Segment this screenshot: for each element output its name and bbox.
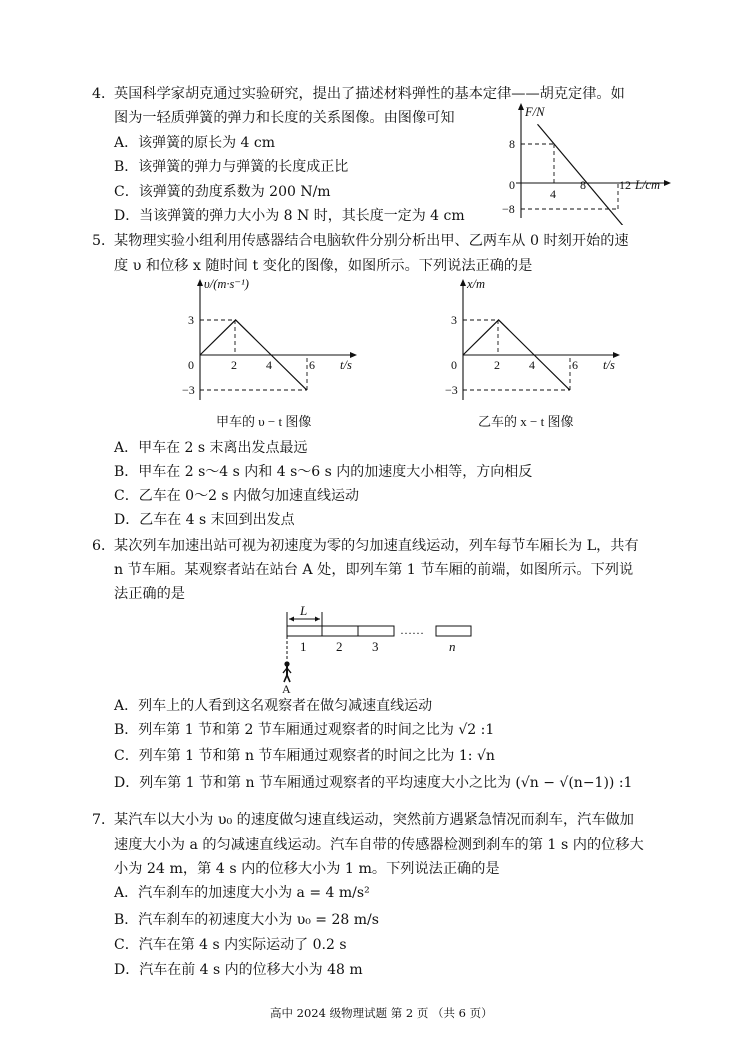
q6-number: 6． (92, 538, 116, 554)
q7-stem-line3: 小为 24 m，第 4 s 内的位移大小为 1 m。下列说法正确的是 (114, 861, 500, 877)
vt-ytick-3: 3 (188, 313, 194, 327)
vt-xtick-2: 2 (231, 358, 237, 372)
length-label: L (300, 603, 308, 618)
xt-xtick-6: 6 (572, 358, 578, 372)
q4-option-a: A．该弹簧的原长为 4 cm (114, 135, 276, 151)
q5-option-b: B．甲车在 2 s～4 s 内和 4 s～6 s 内的加速度大小相等，方向相反 (114, 464, 533, 480)
q5-stem-line2: 度 υ 和位移 x 随时间 t 变化的图像，如图所示。下列说法正确的是 (114, 258, 533, 274)
q4-stem-line1: 英国科学家胡克通过实验研究，提出了描述材料弹性的基本定律——胡克定律。如 (114, 86, 625, 102)
q6-option-a: A．列车上的人看到这名观察者在做匀减速直线运动 (114, 698, 433, 714)
hooke-ylabel: F/N (525, 105, 545, 119)
xt-xlabel: t/s (603, 358, 615, 372)
q7-stem-line1: 某汽车以大小为 υ₀ 的速度做匀速直线运动，突然前方遇紧急情况而刹车，汽车做加 (114, 812, 634, 828)
hooke-ytick-8: 8 (509, 137, 515, 151)
q4-option-c: C．该弹簧的劲度系数为 200 N/m (114, 184, 331, 200)
q4-option-d: D．当该弹簧的弹力大小为 8 N 时，其长度一定为 4 cm (114, 208, 465, 224)
xt-xtick-4: 4 (529, 358, 535, 372)
xt-xtick-2: 2 (494, 358, 500, 372)
xt-ytick-neg3: −3 (445, 383, 458, 397)
q4-number: 4． (92, 86, 116, 102)
hooke-xtick-8: 8 (580, 178, 586, 192)
page-footer: 高中 2024 级物理试题 第 2 页 （共 6 页） (270, 1006, 493, 1020)
q6-stem-line1: 某次列车加速出站可视为初速度为零的匀加速直线运动，列车每节车厢长为 L，共有 (114, 538, 639, 554)
car-label-2: 2 (336, 639, 343, 654)
q7-option-c: C．汽车在第 4 s 内实际运动了 0.2 s (114, 937, 347, 953)
q5-number: 5． (92, 233, 116, 249)
car-label-n: n (449, 639, 456, 654)
q6-stem-line3: 法正确的是 (114, 586, 185, 602)
train-dots: …… (400, 623, 424, 637)
vt-caption: 甲车的 υ − t 图像 (216, 414, 312, 429)
q5-option-d: D．乙车在 4 s 末回到出发点 (114, 512, 295, 528)
q5-option-c: C．乙车在 0～2 s 内做匀加速直线运动 (114, 488, 360, 504)
xt-graph (440, 272, 640, 432)
xt-xtick-0: 0 (451, 358, 457, 372)
train-car-1 (287, 626, 322, 636)
train-diagram (270, 602, 485, 694)
train-car-3 (358, 626, 394, 636)
vt-xtick-6: 6 (309, 358, 315, 372)
hooke-series-line (538, 124, 637, 225)
train-car-2 (322, 626, 358, 636)
vt-xtick-0: 0 (188, 358, 194, 372)
q7-number: 7． (92, 812, 116, 828)
q7-option-d: D．汽车在前 4 s 内的位移大小为 48 m (114, 962, 363, 978)
q6-option-c: C．列车第 1 节和第 n 节车厢通过观察者的时间之比为 1: √n (114, 748, 495, 764)
q7-option-a: A．汽车刹车的加速度大小为 a = 4 m/s² (114, 885, 370, 901)
q4-stem-line2: 图为一轻质弹簧的弹力和长度的关系图像。由图像可知 (114, 110, 455, 126)
q6-option-b: B．列车第 1 节和第 2 节车厢通过观察者的时间之比为 √2 :1 (114, 722, 495, 738)
hooke-xtick-0: 0 (509, 178, 515, 192)
q5-stem-line1: 某物理实验小组利用传感器结合电脑软件分别分析出甲、乙两车从 0 时刻开始的速 (114, 233, 629, 249)
car-label-1: 1 (300, 639, 307, 654)
q6-stem-line2: n 节车厢。某观察者站在站台 A 处，即列车第 1 节车厢的前端，如图所示。下列说 (114, 562, 634, 578)
q4-option-b: B．该弹簧的弹力与弹簧的长度成正比 (114, 159, 349, 175)
q5-option-a: A．甲车在 2 s 末离出发点最远 (114, 440, 308, 456)
xt-ytick-3: 3 (451, 313, 457, 327)
hooke-xtick-12: 12 (619, 178, 631, 192)
train-car-n (436, 626, 471, 636)
observer-label: A (282, 682, 291, 694)
hooke-xlabel: L/cm (635, 178, 660, 192)
car-label-3: 3 (372, 639, 379, 654)
hooke-graph (488, 100, 678, 225)
hooke-xtick-4: 4 (550, 187, 556, 201)
q7-stem-line2: 速度大小为 a 的匀减速直线运动。汽车自带的传感器检测到刹车的第 1 s 内的位移大 (114, 837, 644, 853)
q7-option-b: B．汽车刹车的初速度大小为 υ₀ = 28 m/s (114, 912, 379, 928)
vt-graph (180, 272, 370, 432)
vt-xlabel: t/s (340, 358, 352, 372)
xt-ylabel: x/m (467, 277, 486, 291)
xt-caption: 乙车的 x − t 图像 (478, 414, 574, 429)
q6-option-d: D．列车第 1 节和第 n 节车厢通过观察者的平均速度大小之比为 (√n − √(n−1)) :1 (114, 775, 633, 791)
vt-ytick-neg3: −3 (182, 383, 195, 397)
vt-ylabel: υ/(m·s⁻¹) (204, 277, 249, 291)
hooke-ytick-neg8: −8 (502, 202, 515, 216)
observer-person-icon (283, 661, 291, 682)
vt-xtick-4: 4 (266, 358, 272, 372)
